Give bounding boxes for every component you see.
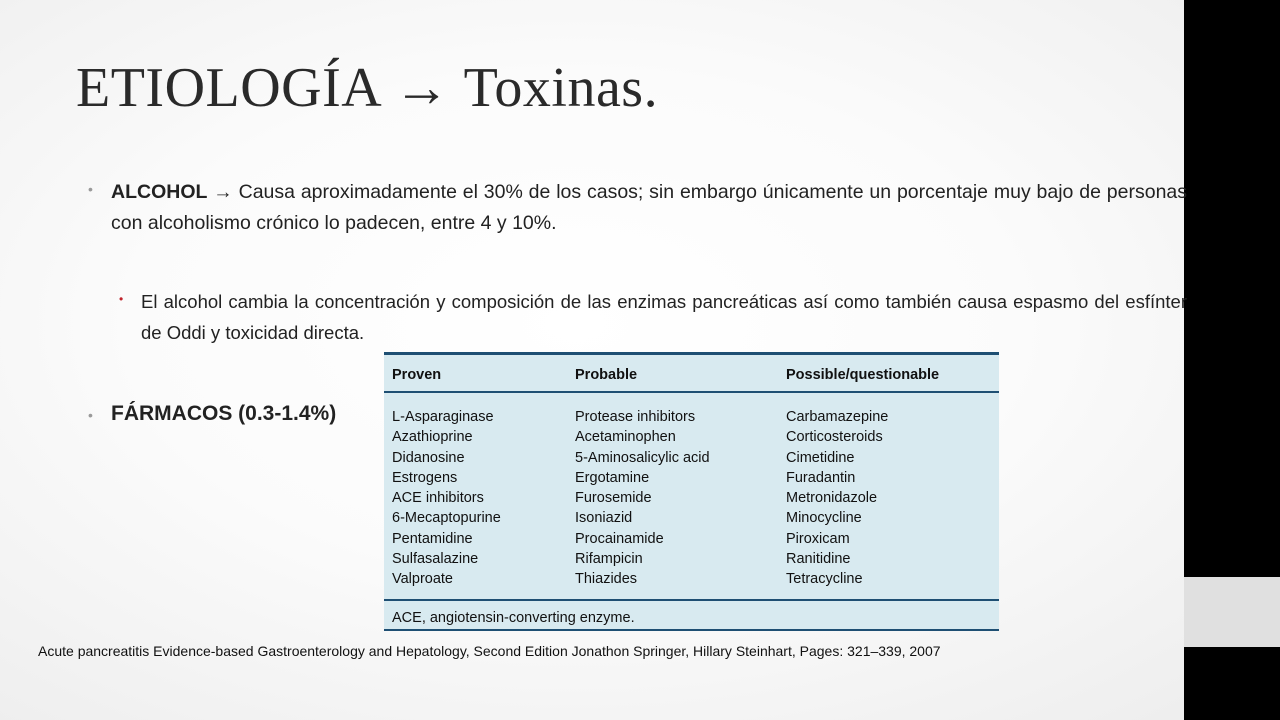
table-column-possible <box>786 407 888 590</box>
table-header-proven: Proven <box>392 367 442 383</box>
table-cell: Rifampicin <box>575 551 643 568</box>
table-cell: ACE inhibitors <box>392 490 484 507</box>
table-cell: Corticosteroids <box>786 429 883 446</box>
sub-bullet-dot-icon: • <box>119 292 124 306</box>
table-cell: L-Asparaginase <box>392 409 494 425</box>
table-header-possible: Possible/questionable <box>786 367 940 383</box>
table-cell: Valproate <box>392 571 453 588</box>
table-cell: Minocycline <box>786 510 862 527</box>
title-arrow-icon: → <box>393 57 451 119</box>
bullet-dot-icon: • <box>88 407 93 423</box>
slide-title <box>76 56 658 120</box>
alcohol-arrow-icon: → <box>213 181 233 203</box>
table-cell: 5-Aminosalicylic acid <box>575 449 710 466</box>
farmacos-heading: FÁRMACOS (0.3-1.4%) <box>111 402 337 425</box>
table-cell: Isoniazid <box>575 510 633 527</box>
table-cell: Azathioprine <box>392 429 473 446</box>
right-decorative-bar <box>1184 0 1280 720</box>
table-cell: 6-Mecaptopurine <box>392 510 501 527</box>
table-header-probable: Probable <box>575 367 638 383</box>
table-cell: Cimetidine <box>786 449 855 466</box>
table-cell: Acetaminophen <box>575 429 676 446</box>
table-cell: Ergotamine <box>575 469 650 486</box>
table-cell: Ranitidine <box>786 551 851 568</box>
bullet-dot-icon: • <box>88 181 93 197</box>
drug-table <box>384 352 999 631</box>
citation-text: Acute pancreatitis Evidence-based Gastroenterology and Hepatology, Second Edition Jonathon Springer, Hillary Steinhart, Pages: 321–339, 2007 <box>38 643 941 659</box>
table-cell: Didanosine <box>392 449 465 466</box>
table-cell: Pentamidine <box>392 530 473 547</box>
right-bar-light-block <box>1184 577 1280 647</box>
table-footnote: ACE, angiotensin-converting enzyme. <box>392 610 635 626</box>
table-cell: Estrogens <box>392 469 458 486</box>
table-cell: Metronidazole <box>786 490 878 507</box>
table-header-row <box>384 355 999 393</box>
table-column-probable <box>575 407 710 590</box>
table-cell: Furosemide <box>575 490 652 507</box>
table-cell: Furadantin <box>786 469 856 486</box>
table-cell: Thiazides <box>575 571 638 588</box>
alcohol-sub-paragraph: El alcohol cambia la concentración y composición de las enzimas pancreáticas así como también causa espasmo del esfínter de Oddi y toxicidad directa. <box>141 291 1187 343</box>
table-cell: Piroxicam <box>786 530 850 547</box>
alcohol-paragraph <box>111 177 1187 239</box>
table-cell: Protease inhibitors <box>575 409 696 425</box>
alcohol-label: ALCOHOL <box>111 181 208 203</box>
title-suffix: Toxinas. <box>463 57 659 119</box>
table-footer <box>384 599 999 631</box>
table-column-proven <box>392 407 501 590</box>
alcohol-text: Causa aproximadamente el 30% de los casos; sin embargo únicamente un porcentaje muy bajo de personas con alcoholismo crónico lo padecen, entre 4 y 10%. <box>111 181 1188 234</box>
table-cell: Sulfasalazine <box>392 551 479 568</box>
table-cell: Tetracycline <box>786 571 863 588</box>
table-cell: Procainamide <box>575 530 664 547</box>
table-cell: Carbamazepine <box>786 409 889 425</box>
title-prefix: ETIOLOGÍA <box>76 57 380 119</box>
